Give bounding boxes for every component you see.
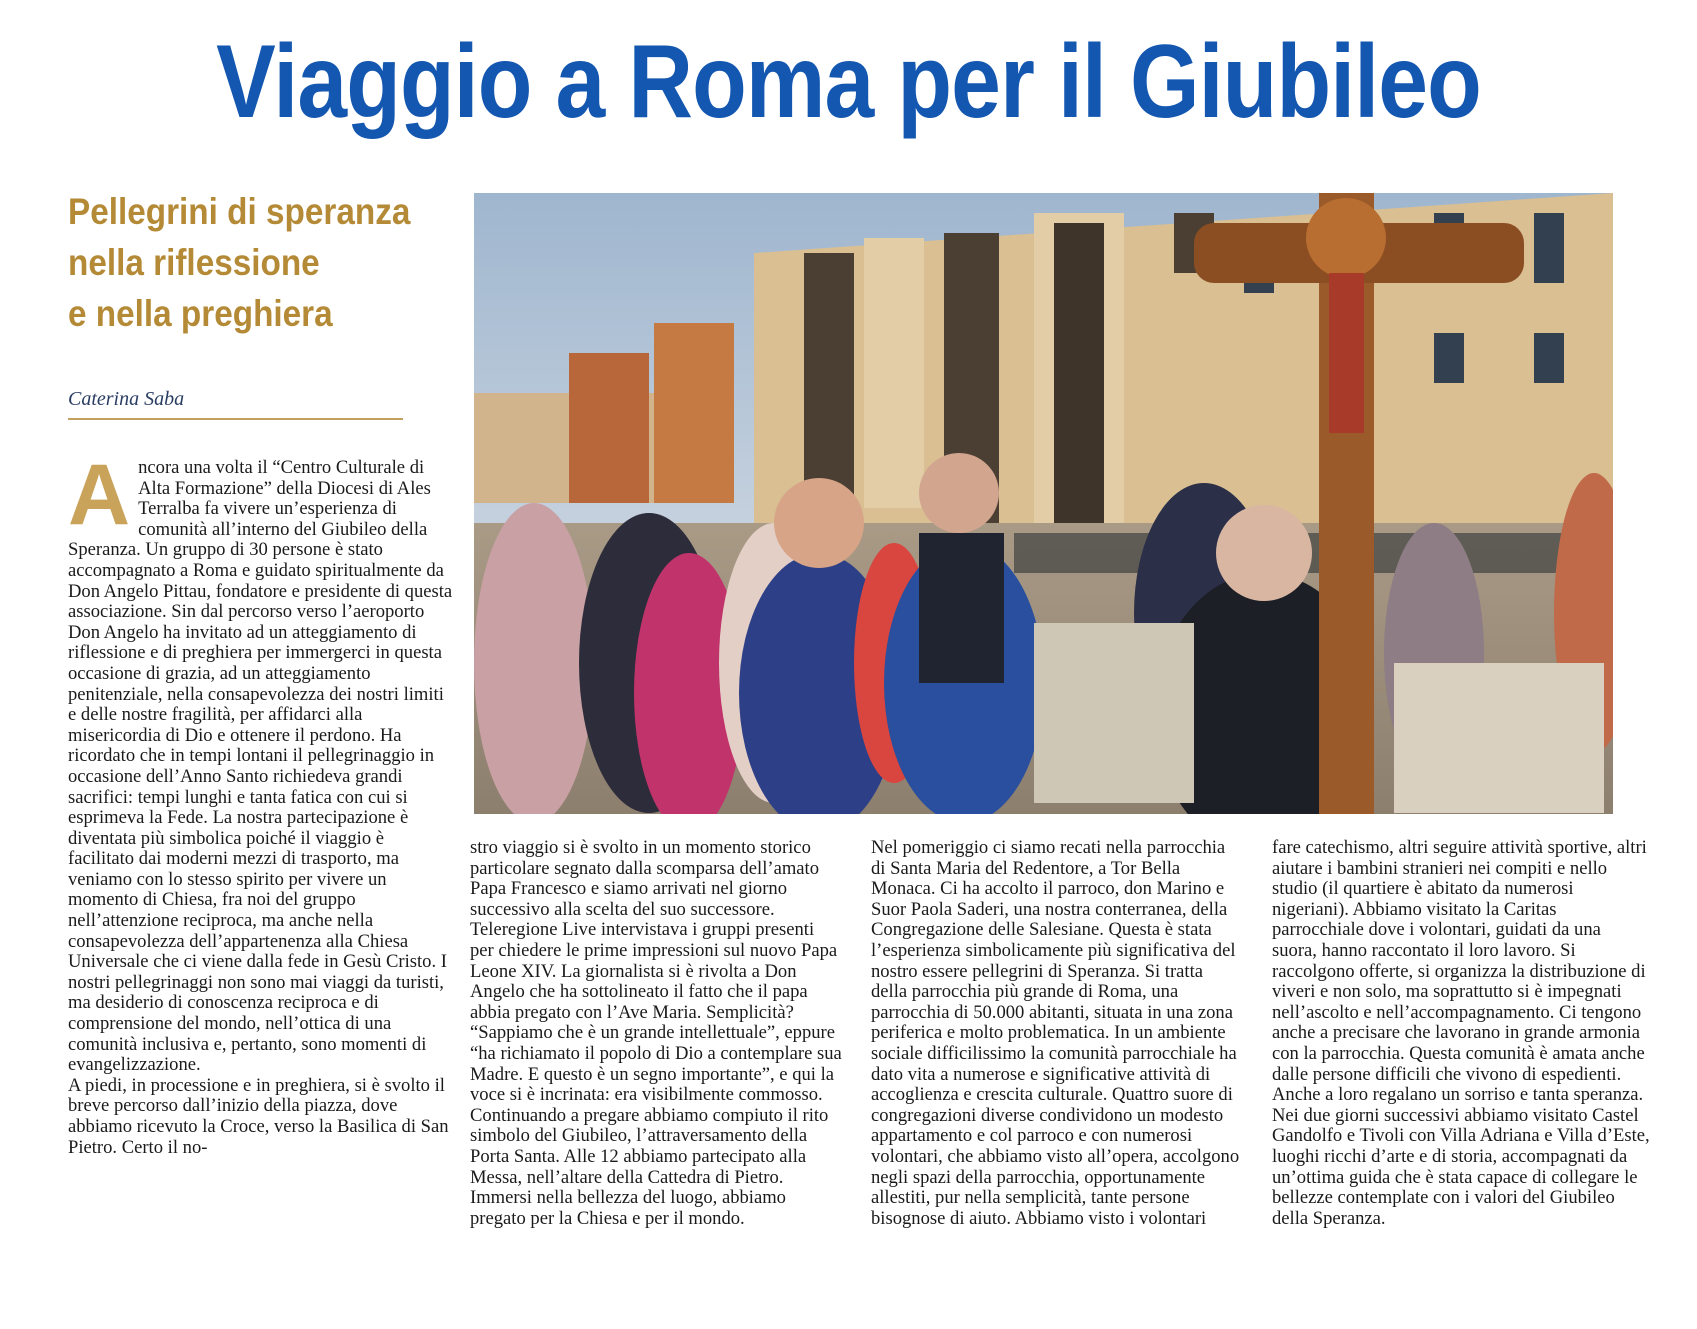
lead-text: ncora una volta il “Centro Culturale di Alta Formazione” della Diocesi di Ales Terralba fa vivere un’esperienza di comunità all’interno del Giubileo della Speranza. Un gruppo di 30 persone è stato accompagnato a Roma e guidato spiritualmente da Don Angelo Pittau, fondatore e presidente di questa associazione. Sin dal percorso verso l’aeroporto Don Angelo ha invitato ad un atteggiamento di riflessione e di preghiera per immergerci in questa occasione di grazia, ad un atteggiamento penitenziale, nella consapevolezza dei nostri limiti e delle nostre fragilità, per affidarci alla misericordia di Dio e ottenere il perdono. Ha ricordato che in tempi lontani il pellegrinaggio in occasione dell’Anno Santo richiedeva grandi sacrifici: tempi lunghi e tanta fatica con cui si esprimeva la Fede. La nostra partecipazione è diventata più simbolica poiché il viaggio è facilitato dai moderni mezzi di trasporto, ma veniamo con lo stesso spirito per vivere un momento di Chiesa, fra noi del gruppo nell’attenzione reciproca, ma anche nella consapevolezza dell’appartenenza alla Chiesa Universale che ci viene dalla fede in Gesù Cristo. I nostri pellegrinaggi non sono mai viaggi da turisti, ma desiderio di conoscenza reciproca e di comprensione del mondo, nell’ottica di una comunità inclusiva e, pertanto, sono momenti di evangelizzazione.: [68, 457, 453, 1076]
article-column-1: [68, 447, 453, 1158]
author-byline: Caterina Saba: [68, 388, 185, 410]
subtitle-line: Pellegrini di speranza: [68, 191, 411, 232]
subtitle-line: e nella preghiera: [68, 293, 333, 334]
subtitle: [68, 186, 446, 339]
paragraph: A piedi, in processione e in preghiera, si è svolto il breve percorso dall’inizio della piazza, dove abbiamo ricevuto la Croce, verso la Basilica di San Pietro. Certo il no-: [68, 1074, 449, 1158]
article-column-4: [1272, 838, 1650, 1229]
article-photo: [474, 193, 1613, 814]
article-column-2: [470, 838, 842, 1229]
paragraph: Nel pomeriggio ci siamo recati nella parrocchia di Santa Maria del Redentore, a Tor Bella Monaca. Ci ha accolto il parroco, don Marino e Suor Paola Saderi, una nostra conterranea, della Congregazione delle Salesiane. Questa è stata l’esperienza simbolicamente più significativa del nostro essere pellegrini di Speranza. Si tratta della parrocchia più grande di Roma, una parrocchia di 50.000 abitanti, situata in una zona periferica e molto problematica. In un ambiente sociale difficilissimo la comunità parrocchiale ha dato vita a numerose e significative attività di accoglienza e crescita culturale. Quattro suore di congregazioni diverse condividono un modesto appartamento e col parroco e con numerosi volontari, che abbiamo visto all’opera, accolgono negli spazi della parrocchia, opportunamente allestiti, pur nella semplicità, tante persone bisognose di aiuto. Abbiamo visto i volontari: [871, 837, 1240, 1229]
headline: Viaggio a Roma per il Giubileo: [216, 24, 1481, 140]
author-divider: [68, 418, 403, 420]
paragraph: fare catechismo, altri seguire attività sportive, altri aiutare i bambini stranieri nei compiti e nello studio (il quartiere è abitato da numerosi nigeriani). Abbiamo visitato la Caritas parrocchiale dove i volontari, guidati da una suora, hanno raccontato il loro lavoro. Si raccolgono offerte, si organizza la distribuzione di viveri e non solo, ma soprattutto si è impegnati nell’ascolto e nell’accompagnamento. Ci tengono anche a precisare che lavorano in grande armonia con la parrocchia. Questa comunità è amata anche dalle persone difficili che vivono di espedienti. Anche a loro regalano un sorriso e tanta speranza. Nei due giorni successivi abbiamo visitato Castel Gandolfo e Tivoli con Villa Adriana e Villa d’Este, luoghi ricchi d’arte e di storia, accompagnati da un’ottima guida che è stata capace di collegare le bellezze contemplate con i valori del Giubileo della Speranza.: [1272, 837, 1650, 1229]
article-column-3: [871, 838, 1243, 1229]
lead-paragraph: [68, 447, 453, 1076]
drop-cap: A: [68, 447, 131, 543]
paragraph: stro viaggio si è svolto in un momento storico particolare segnato dalla scomparsa dell’amato Papa Francesco e siamo arrivati nel giorno successivo alla scelta del suo successore. Teleregione Live intervistava i gruppi presenti per chiedere le prime impressioni sul nuovo Papa Leone XIV. La giornalista si è rivolta a Don Angelo che ha sottolineato il fatto che il papa abbia pregato con l’Ave Maria. Semplicità? “Sappiamo che è un grande intellettuale”, eppure “ha richiamato il popolo di Dio a contemplare sua Madre. E questo è un segno importante”, e qui la voce si è incrinata: era visibilmente commosso. Continuando a pregare abbiamo compiuto il rito simbolo del Giubileo, l’attraversamento della Porta Santa. Alle 12 abbiamo partecipato alla Messa, nell’altare della Cattedra di Pietro. Immersi nella bellezza del luogo, abbiamo pregato per la Chiesa e per il mondo.: [470, 837, 842, 1229]
subtitle-line: nella riflessione: [68, 242, 320, 283]
